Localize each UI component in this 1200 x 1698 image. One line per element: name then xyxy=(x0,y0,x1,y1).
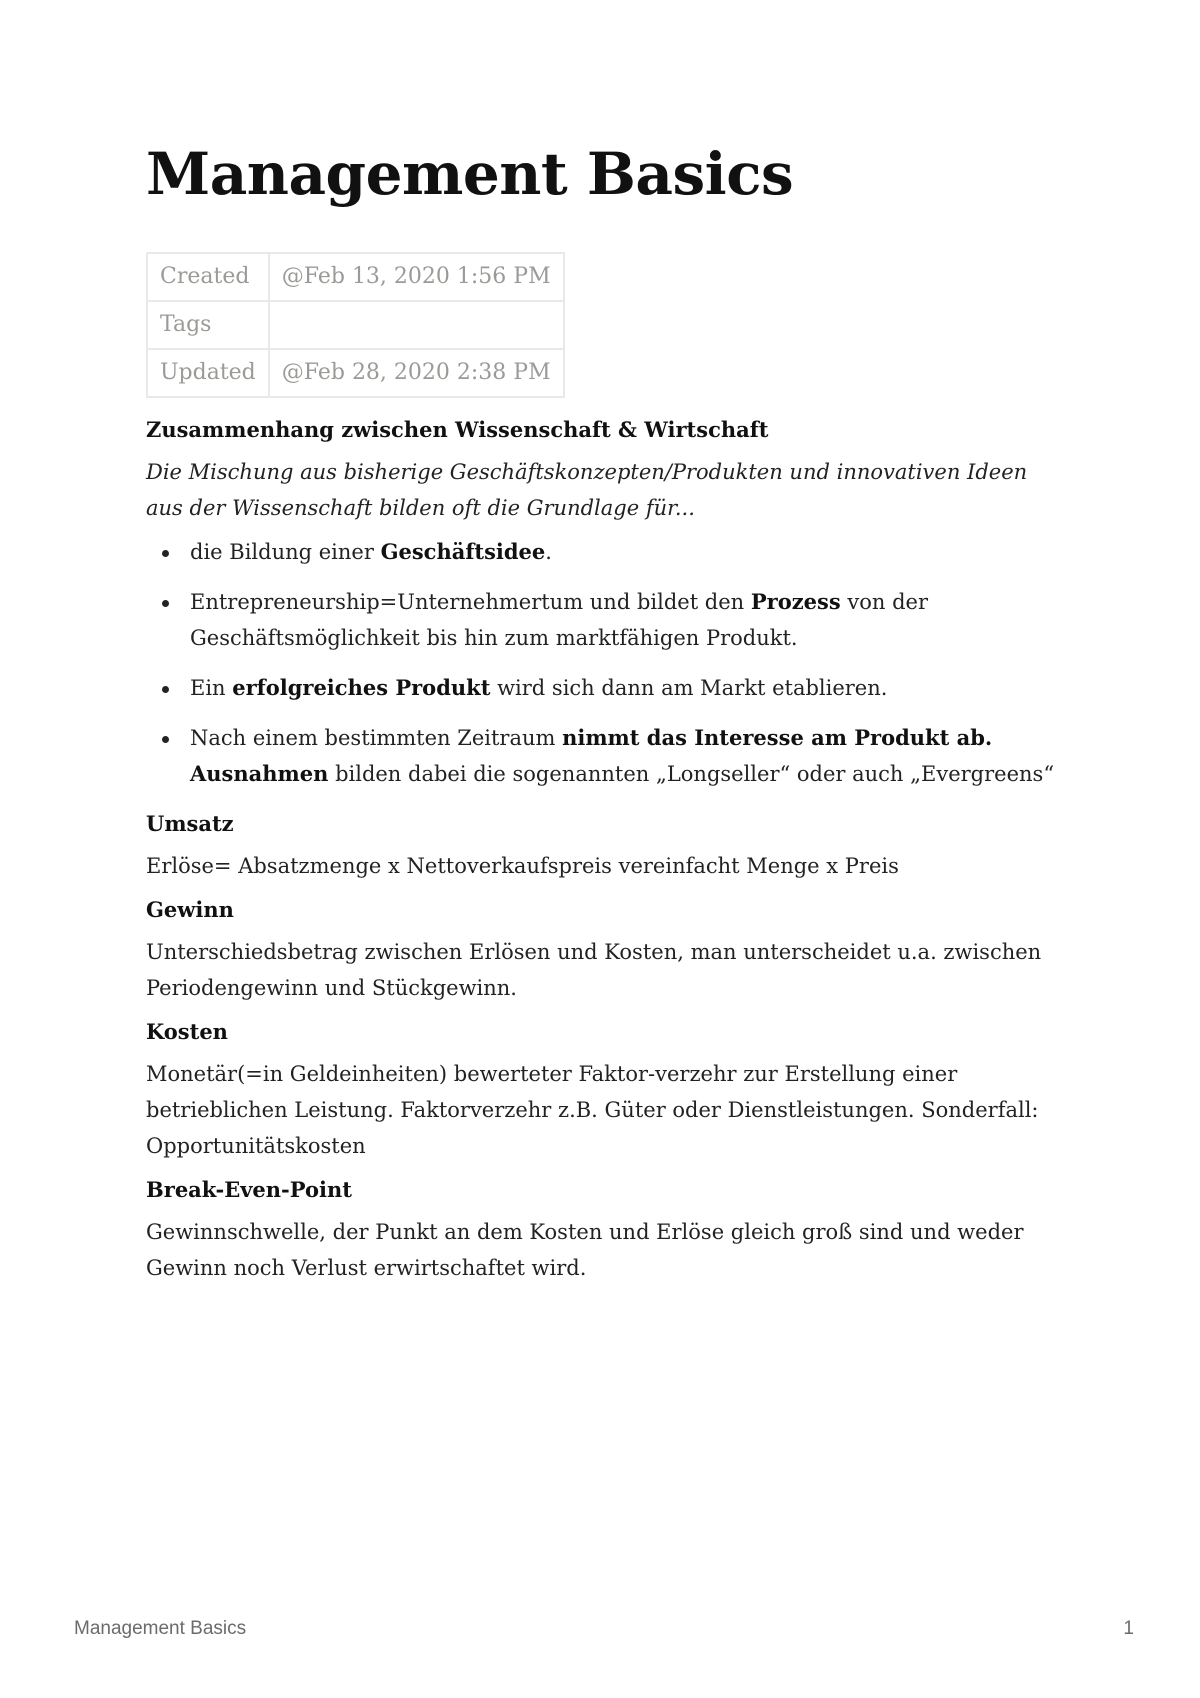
text-run: . xyxy=(545,539,552,564)
document-page xyxy=(146,140,1066,1294)
property-row-updated xyxy=(147,349,564,397)
property-key: Created xyxy=(147,253,269,301)
bullet-icon xyxy=(162,686,169,693)
bold-text: erfolgreiches Produkt xyxy=(232,674,491,700)
bold-text: Geschäftsidee xyxy=(380,538,546,564)
section-heading-kosten: Kosten xyxy=(146,1018,228,1044)
property-value[interactable]: @Feb 13, 2020 1:56 PM xyxy=(269,253,564,301)
text-run: Nach einem bestimmten Zeitraum xyxy=(190,725,563,750)
list-item xyxy=(190,584,1066,656)
list-item xyxy=(190,670,1066,706)
text-run: bilden dabei die sogenannten „Longseller“ oder auch „Evergreens“ xyxy=(328,761,1055,786)
bullet-icon xyxy=(162,550,169,557)
section-text-kosten: Monetär(=in Geldeinheiten) bewerteter Faktor-verzehr zur Erstellung einer betrieblichen Leistung. Faktorverzehr z.B. Güter oder Dienstleistungen. Sonderfall: Opportunitätskosten xyxy=(146,1061,1039,1158)
section-text-break-even: Gewinnschwelle, der Punkt an dem Kosten und Erlöse gleich groß sind und weder Gewinn noch Verlust erwirtschaftet wird. xyxy=(146,1219,1024,1280)
page-title: Management Basics xyxy=(146,140,794,208)
list-item xyxy=(190,534,1066,570)
bullet-icon xyxy=(162,736,169,743)
section-heading: Zusammenhang zwischen Wissenschaft & Wirtschaft xyxy=(146,416,769,442)
section-heading-gewinn: Gewinn xyxy=(146,896,234,922)
text-run: wird sich dann am Markt etablieren. xyxy=(490,675,888,700)
section-text-gewinn: Unterschiedsbetrag zwischen Erlösen und Kosten, man unterscheidet u.a. zwischen Periodengewinn und Stückgewinn. xyxy=(146,939,1042,1000)
footer-page-number: 1 xyxy=(1123,1618,1134,1639)
intro-paragraph: Die Mischung aus bisherige Geschäftskonzepten/Produkten und innovativen Ideen aus der Wissenschaft bilden oft die Grundlage für... xyxy=(146,459,1028,520)
bold-text: Prozess xyxy=(750,588,841,614)
text-run: die Bildung einer xyxy=(190,539,381,564)
text-run: Ein xyxy=(190,675,233,700)
properties-table xyxy=(146,252,565,398)
list-item xyxy=(190,720,1066,792)
property-row-tags xyxy=(147,301,564,349)
footer-title: Management Basics xyxy=(74,1618,247,1639)
text-run: von der Geschäftsmöglichkeit bis hin zum marktfähigen Produkt. xyxy=(190,589,928,650)
property-value[interactable] xyxy=(269,301,564,349)
section-heading-umsatz: Umsatz xyxy=(146,810,234,836)
bullet-icon xyxy=(162,600,169,607)
section-text-umsatz: Erlöse= Absatzmenge x Nettoverkaufspreis vereinfacht Menge x Preis xyxy=(146,853,899,878)
property-value[interactable]: @Feb 28, 2020 2:38 PM xyxy=(269,349,564,397)
section-heading-break-even: Break-Even-Point xyxy=(146,1176,352,1202)
text-run: Entrepreneurship=Unternehmertum und bildet den xyxy=(190,589,751,614)
property-row-created xyxy=(147,253,564,301)
property-key: Tags xyxy=(147,301,269,349)
bullet-list xyxy=(146,534,1066,792)
bold-text: nimmt das Interesse am Produkt ab. Ausnahmen xyxy=(190,724,993,786)
property-key: Updated xyxy=(147,349,269,397)
